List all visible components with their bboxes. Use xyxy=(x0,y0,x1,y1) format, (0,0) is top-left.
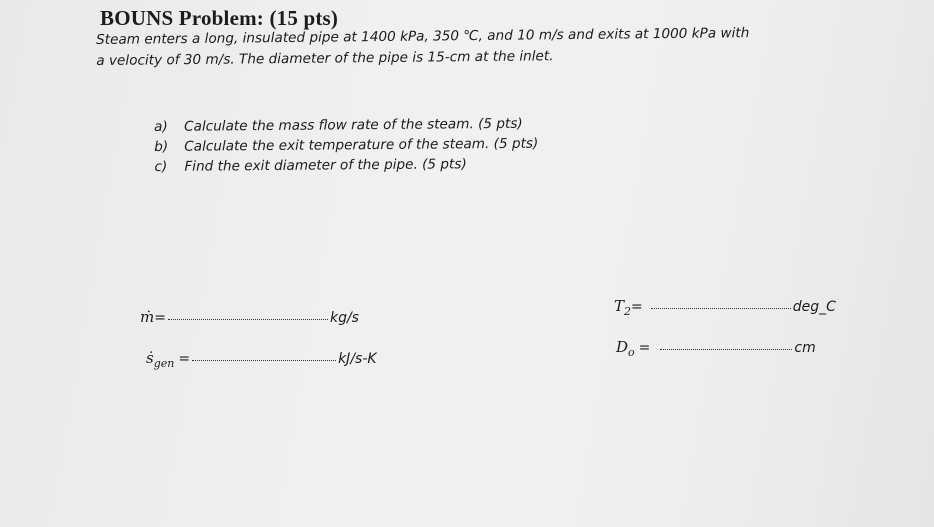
exit-diameter-unit: cm xyxy=(794,340,816,356)
problem-part-c xyxy=(154,154,538,177)
part-label: c) xyxy=(154,158,168,175)
equals-sign: = xyxy=(154,310,166,326)
exit-temp-letter: T xyxy=(614,297,625,315)
entropy-gen-unit: kJ/s-K xyxy=(338,351,377,367)
part-text: Calculate the mass flow rate of the steam. (5 pts) xyxy=(184,115,523,135)
part-text: Find the exit diameter of the pipe. (5 pts) xyxy=(184,156,467,175)
problem-title: BOUNS Problem: (15 pts) xyxy=(100,6,339,30)
exit-temp-subscript: 2 xyxy=(624,305,632,318)
part-label: b) xyxy=(154,138,169,155)
mass-flow-unit: kg/s xyxy=(329,310,359,326)
problem-parts-list xyxy=(154,114,539,177)
problem-statement: Steam enters a long, insulated pipe at 1400 kPa, 350 ℃, and 10 m/s and exits at 1000 kPa with a velocity of 30 m/s. The diameter of the pipe is 15-cm at the inlet. xyxy=(96,25,750,69)
part-text: Calculate the exit temperature of the steam. (5 pts) xyxy=(184,135,539,155)
entropy-gen-blank[interactable] xyxy=(192,358,336,361)
exit-diameter-letter: D xyxy=(616,338,629,356)
entropy-gen-answer-line xyxy=(146,349,377,370)
exit-diameter-answer-line xyxy=(616,338,816,359)
entropy-gen-subscript: gen xyxy=(153,357,175,370)
exit-temp-symbol xyxy=(614,297,631,318)
exit-temp-blank[interactable] xyxy=(651,306,791,309)
equals-sign: = xyxy=(638,340,651,356)
entropy-gen-symbol xyxy=(146,349,174,370)
part-label: a) xyxy=(154,118,168,135)
equals-sign: = xyxy=(178,351,191,367)
exit-diameter-symbol xyxy=(616,338,635,359)
exit-diameter-subscript: o xyxy=(628,346,635,359)
equals-sign: = xyxy=(631,299,643,315)
exit-temp-answer-line xyxy=(614,297,836,318)
mass-flow-blank[interactable] xyxy=(168,317,328,320)
mass-flow-answer-line xyxy=(140,308,359,326)
mass-flow-symbol: ṁ xyxy=(140,308,155,326)
problem-part-b xyxy=(154,134,538,157)
exit-temp-unit: deg_C xyxy=(792,299,836,315)
exit-diameter-blank[interactable] xyxy=(660,347,792,350)
entropy-gen-letter: ṡ xyxy=(146,349,154,367)
